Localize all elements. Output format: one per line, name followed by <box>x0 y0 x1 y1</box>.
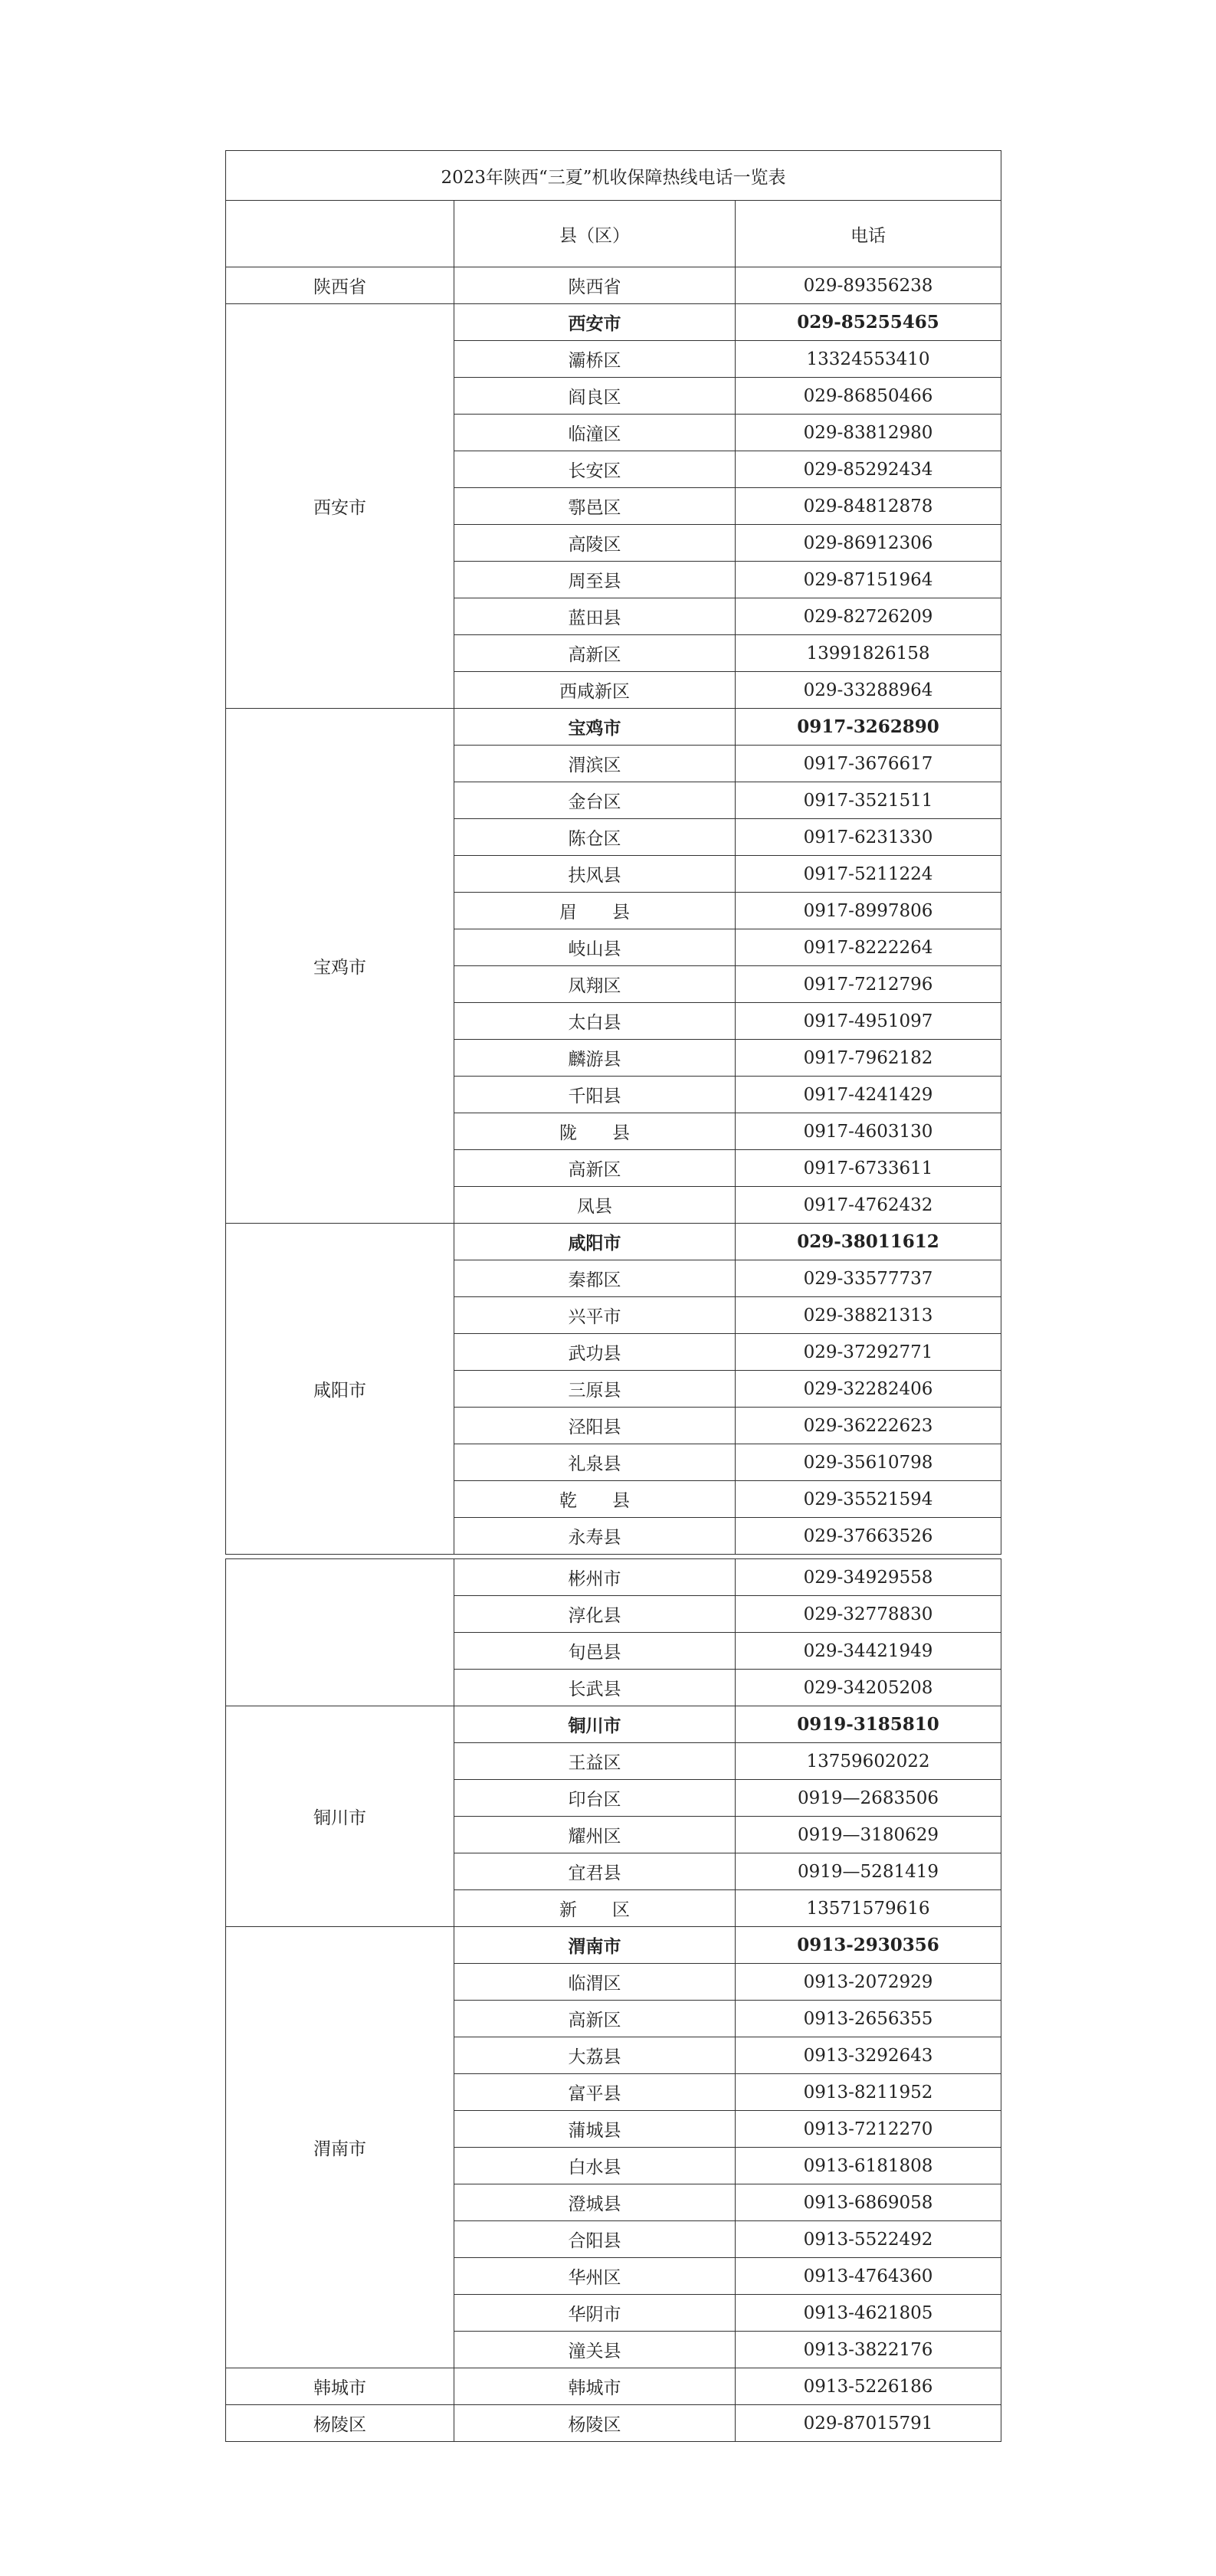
phone-cell: 13571579616 <box>736 1890 1001 1927</box>
phone-cell: 029-38011612 <box>736 1224 1001 1260</box>
phone-cell: 0913-2656355 <box>736 2001 1001 2037</box>
county-cell: 宜君县 <box>454 1853 736 1890</box>
phone-cell: 0919-3185810 <box>736 1706 1001 1743</box>
phone-cell: 13991826158 <box>736 635 1001 672</box>
county-cell: 泾阳县 <box>454 1408 736 1444</box>
county-cell: 永寿县 <box>454 1518 736 1555</box>
phone-cell: 0917-4762432 <box>736 1187 1001 1224</box>
county-cell: 华阴市 <box>454 2295 736 2332</box>
county-cell: 澄城县 <box>454 2184 736 2221</box>
phone-cell: 029-85255465 <box>736 304 1001 341</box>
phone-cell: 0917-3521511 <box>736 782 1001 819</box>
phone-cell: 029-83812980 <box>736 415 1001 451</box>
county-cell: 凤翔区 <box>454 966 736 1003</box>
city-cell: 杨陵区 <box>226 2405 454 2442</box>
county-cell: 鄠邑区 <box>454 488 736 525</box>
phone-cell: 029-33288964 <box>736 672 1001 709</box>
county-cell: 乾 县 <box>454 1481 736 1518</box>
county-cell: 陈仓区 <box>454 819 736 856</box>
table-row <box>226 2405 1001 2442</box>
phone-cell: 13759602022 <box>736 1743 1001 1780</box>
phone-cell: 13324553410 <box>736 341 1001 378</box>
table-title: 2023年陕西“三夏”机收保障热线电话一览表 <box>226 151 1001 201</box>
phone-cell: 0917-3676617 <box>736 746 1001 782</box>
county-cell: 白水县 <box>454 2148 736 2184</box>
hotline-table-part-1 <box>225 150 1001 1555</box>
county-cell: 高新区 <box>454 2001 736 2037</box>
county-cell: 潼关县 <box>454 2332 736 2368</box>
phone-cell: 0913-2930356 <box>736 1927 1001 1964</box>
phone-cell: 029-32778830 <box>736 1596 1001 1633</box>
phone-cell: 029-87015791 <box>736 2405 1001 2442</box>
table-row <box>226 304 1001 341</box>
phone-cell: 0913-6869058 <box>736 2184 1001 2221</box>
table-row <box>226 2368 1001 2405</box>
county-cell: 阎良区 <box>454 378 736 415</box>
phone-cell: 0917-4603130 <box>736 1113 1001 1150</box>
county-cell: 临潼区 <box>454 415 736 451</box>
phone-cell: 0913-7212270 <box>736 2111 1001 2148</box>
header-county: 县（区） <box>454 201 736 267</box>
phone-cell: 0917-7212796 <box>736 966 1001 1003</box>
phone-cell: 0917-3262890 <box>736 709 1001 746</box>
county-cell: 三原县 <box>454 1371 736 1408</box>
phone-cell: 0917-7962182 <box>736 1040 1001 1077</box>
phone-cell: 029-35521594 <box>736 1481 1001 1518</box>
county-cell: 长武县 <box>454 1670 736 1706</box>
county-cell: 合阳县 <box>454 2221 736 2258</box>
county-cell: 蓝田县 <box>454 598 736 635</box>
county-cell: 彬州市 <box>454 1559 736 1596</box>
county-cell: 宝鸡市 <box>454 709 736 746</box>
phone-cell: 029-86850466 <box>736 378 1001 415</box>
county-cell: 长安区 <box>454 451 736 488</box>
table-row <box>226 1927 1001 1964</box>
county-cell: 扶风县 <box>454 856 736 893</box>
county-cell: 西咸新区 <box>454 672 736 709</box>
county-cell: 渭南市 <box>454 1927 736 1964</box>
county-cell: 咸阳市 <box>454 1224 736 1260</box>
county-cell: 千阳县 <box>454 1077 736 1113</box>
county-cell: 淳化县 <box>454 1596 736 1633</box>
county-cell: 岐山县 <box>454 929 736 966</box>
phone-cell: 029-32282406 <box>736 1371 1001 1408</box>
county-cell: 西安市 <box>454 304 736 341</box>
phone-cell: 0913-6181808 <box>736 2148 1001 2184</box>
city-cell: 宝鸡市 <box>226 709 454 1224</box>
phone-cell: 0919—2683506 <box>736 1780 1001 1817</box>
header-row <box>226 201 1001 267</box>
county-cell: 王益区 <box>454 1743 736 1780</box>
county-cell: 武功县 <box>454 1334 736 1371</box>
phone-cell: 029-85292434 <box>736 451 1001 488</box>
county-cell: 印台区 <box>454 1780 736 1817</box>
phone-cell: 029-34205208 <box>736 1670 1001 1706</box>
phone-cell: 0917-4241429 <box>736 1077 1001 1113</box>
phone-cell: 029-34929558 <box>736 1559 1001 1596</box>
county-cell: 眉 县 <box>454 893 736 929</box>
county-cell: 兴平市 <box>454 1297 736 1334</box>
phone-cell: 0919—3180629 <box>736 1817 1001 1853</box>
city-cell: 咸阳市 <box>226 1224 454 1555</box>
phone-cell: 0913-3292643 <box>736 2037 1001 2074</box>
phone-cell: 029-87151964 <box>736 562 1001 598</box>
phone-cell: 0913-3822176 <box>736 2332 1001 2368</box>
city-cell: 铜川市 <box>226 1706 454 1927</box>
hotline-table-part-2 <box>225 1558 1001 2442</box>
phone-cell: 0917-4951097 <box>736 1003 1001 1040</box>
phone-cell: 0913-5226186 <box>736 2368 1001 2405</box>
table-row <box>226 267 1001 304</box>
city-cell: 陕西省 <box>226 267 454 304</box>
county-cell: 秦都区 <box>454 1260 736 1297</box>
county-cell: 陇 县 <box>454 1113 736 1150</box>
header-phone: 电话 <box>736 201 1001 267</box>
county-cell: 礼泉县 <box>454 1444 736 1481</box>
county-cell: 凤县 <box>454 1187 736 1224</box>
table-row <box>226 1224 1001 1260</box>
table-row <box>226 709 1001 746</box>
county-cell: 铜川市 <box>454 1706 736 1743</box>
county-cell: 大荔县 <box>454 2037 736 2074</box>
county-cell: 耀州区 <box>454 1817 736 1853</box>
phone-cell: 029-89356238 <box>736 267 1001 304</box>
city-cell <box>226 1559 454 1706</box>
county-cell: 高陵区 <box>454 525 736 562</box>
phone-cell: 029-86912306 <box>736 525 1001 562</box>
phone-cell: 0917-8997806 <box>736 893 1001 929</box>
phone-cell: 0917-6231330 <box>736 819 1001 856</box>
phone-cell: 0917-5211224 <box>736 856 1001 893</box>
phone-cell: 0913-8211952 <box>736 2074 1001 2111</box>
phone-cell: 0913-5522492 <box>736 2221 1001 2258</box>
phone-cell: 029-35610798 <box>736 1444 1001 1481</box>
phone-cell: 029-34421949 <box>736 1633 1001 1670</box>
phone-cell: 0917-8222264 <box>736 929 1001 966</box>
county-cell: 周至县 <box>454 562 736 598</box>
phone-cell: 029-36222623 <box>736 1408 1001 1444</box>
county-cell: 麟游县 <box>454 1040 736 1077</box>
county-cell: 富平县 <box>454 2074 736 2111</box>
county-cell: 金台区 <box>454 782 736 819</box>
phone-cell: 029-37292771 <box>736 1334 1001 1371</box>
table-row <box>226 1559 1001 1596</box>
header-city <box>226 201 454 267</box>
phone-cell: 029-84812878 <box>736 488 1001 525</box>
county-cell: 新 区 <box>454 1890 736 1927</box>
county-cell: 高新区 <box>454 635 736 672</box>
county-cell: 高新区 <box>454 1150 736 1187</box>
phone-cell: 0913-4764360 <box>736 2258 1001 2295</box>
county-cell: 临渭区 <box>454 1964 736 2001</box>
phone-cell: 029-38821313 <box>736 1297 1001 1334</box>
county-cell: 杨陵区 <box>454 2405 736 2442</box>
city-cell: 渭南市 <box>226 1927 454 2368</box>
table-row <box>226 1706 1001 1743</box>
county-cell: 渭滨区 <box>454 746 736 782</box>
phone-cell: 029-33577737 <box>736 1260 1001 1297</box>
county-cell: 蒲城县 <box>454 2111 736 2148</box>
phone-cell: 029-82726209 <box>736 598 1001 635</box>
city-cell: 西安市 <box>226 304 454 709</box>
title-row <box>226 151 1001 201</box>
city-cell: 韩城市 <box>226 2368 454 2405</box>
county-cell: 旬邑县 <box>454 1633 736 1670</box>
phone-cell: 0917-6733611 <box>736 1150 1001 1187</box>
phone-cell: 0913-2072929 <box>736 1964 1001 2001</box>
county-cell: 韩城市 <box>454 2368 736 2405</box>
county-cell: 太白县 <box>454 1003 736 1040</box>
county-cell: 灞桥区 <box>454 341 736 378</box>
county-cell: 陕西省 <box>454 267 736 304</box>
phone-cell: 0913-4621805 <box>736 2295 1001 2332</box>
phone-cell: 029-37663526 <box>736 1518 1001 1555</box>
county-cell: 华州区 <box>454 2258 736 2295</box>
phone-cell: 0919—5281419 <box>736 1853 1001 1890</box>
